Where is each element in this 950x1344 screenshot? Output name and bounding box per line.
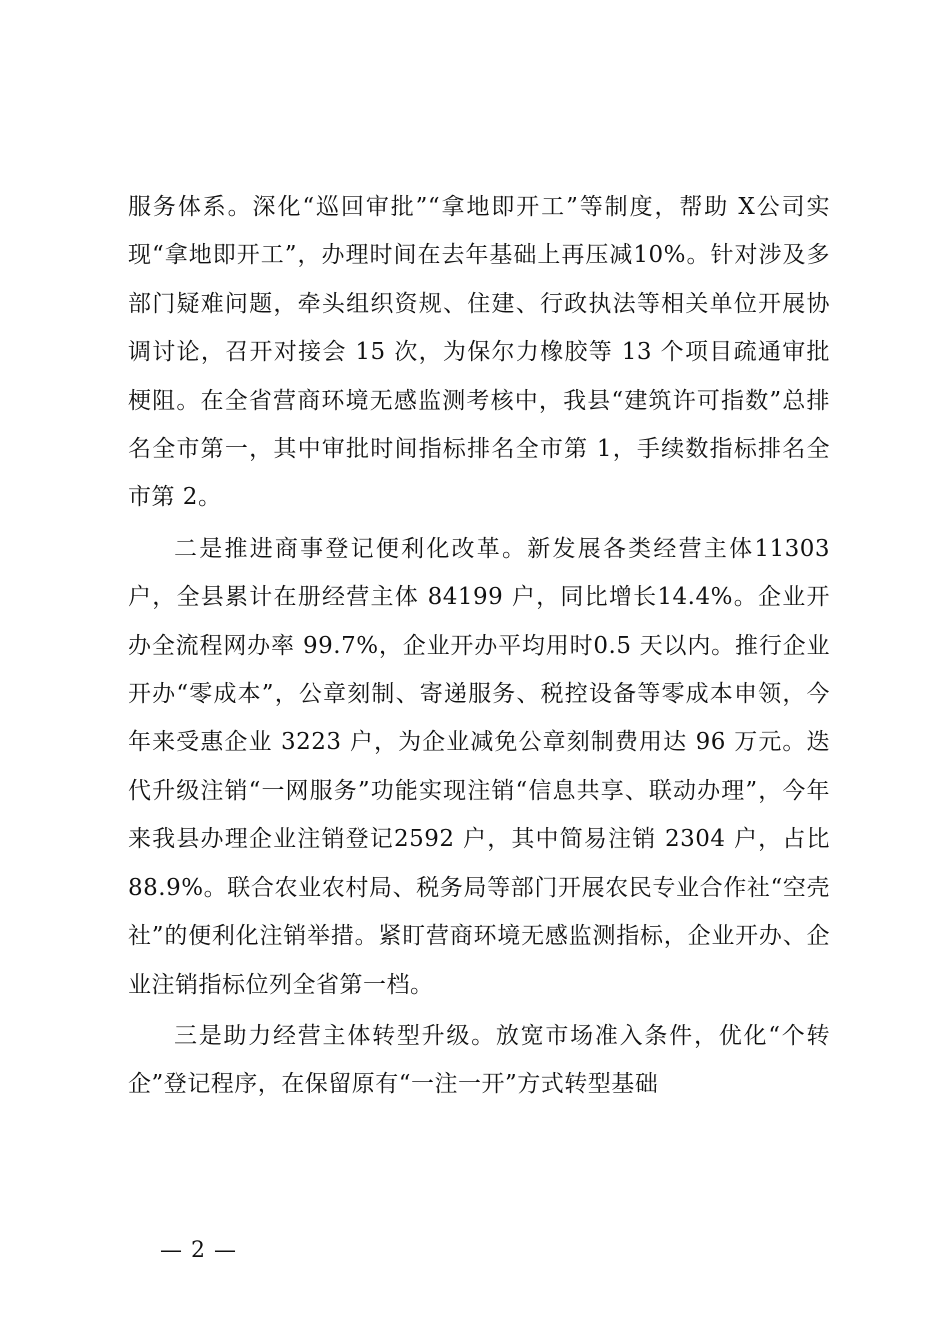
paragraph-entity-transformation [128,1012,830,1109]
text-line: 名全市第 1，手续数指标排名全市第 2。 [128,436,830,511]
text-line: 11303 户，全县累计在册经营主体 84199 户，同比增长 [128,535,830,611]
text-line: 执法等相关单位开展协调讨论，召开对接会 15 次，为保尔力橡 [128,290,831,366]
paragraph-business-registration [128,525,830,1009]
paragraph-service-system [128,183,830,522]
text-line: 销举措。紧盯营商环境无感监测指标，企业开办、企业注销指 [128,923,830,998]
text-line: 10%。针对涉及多部门疑难问题，牵头组织资规、住建、行政 [128,242,830,317]
text-line: 标位列全省第一档。 [222,971,434,998]
text-line: 公司实现“拿地即开工”，办理时间在去年基础上再压减 [128,194,830,269]
text-line: 公章刻制费用达 96 万元。迭代升级注销“一网服务”功能实现 [128,729,831,804]
text-line: 二是推进商事登记便利化改革。新发展各类经营主体 [174,535,755,562]
text-line: 2592 户，其中简易注销 2304 户，占比 88.9%。联合农业农村 [128,826,831,901]
text-line: “个转企”登记程序，在保留原有“一注一开”方式转型基础 [128,1022,830,1098]
text-line: 注销“信息共享、联动办理”，今年来我县办理企业注销登记 [128,777,830,853]
text-line: 胶等 13 个项目疏通审批梗阻。在全省营商环境无感监测考核中， [128,339,831,414]
text-line: 我县“建筑许可指数”总排名全市第一，其中审批时间指标排 [128,387,830,463]
text-line: 局、税务局等部门开展农民专业合作社“空壳社”的便利化注 [128,874,830,950]
text-line: 14.4%。企业开办全流程网办率 99.7%，企业开办平均用时 [128,584,830,659]
text-line: 0.5 天以内。推行企业开办“零成本”，公章刻制、寄递服务、 [128,632,830,708]
text-line: 税控设备等零成本申领，今年来受惠企业 3223 户，为企业减免 [128,681,830,756]
text-line: 服务体系。深化“巡回审批”“拿地即开工”等制度，帮助 X [128,194,756,220]
document-body [128,183,830,1109]
text-line: 三是助力经营主体转型升级。放宽市场准入条件，优化 [174,1022,769,1049]
page-number: — 2 — [160,1238,237,1263]
